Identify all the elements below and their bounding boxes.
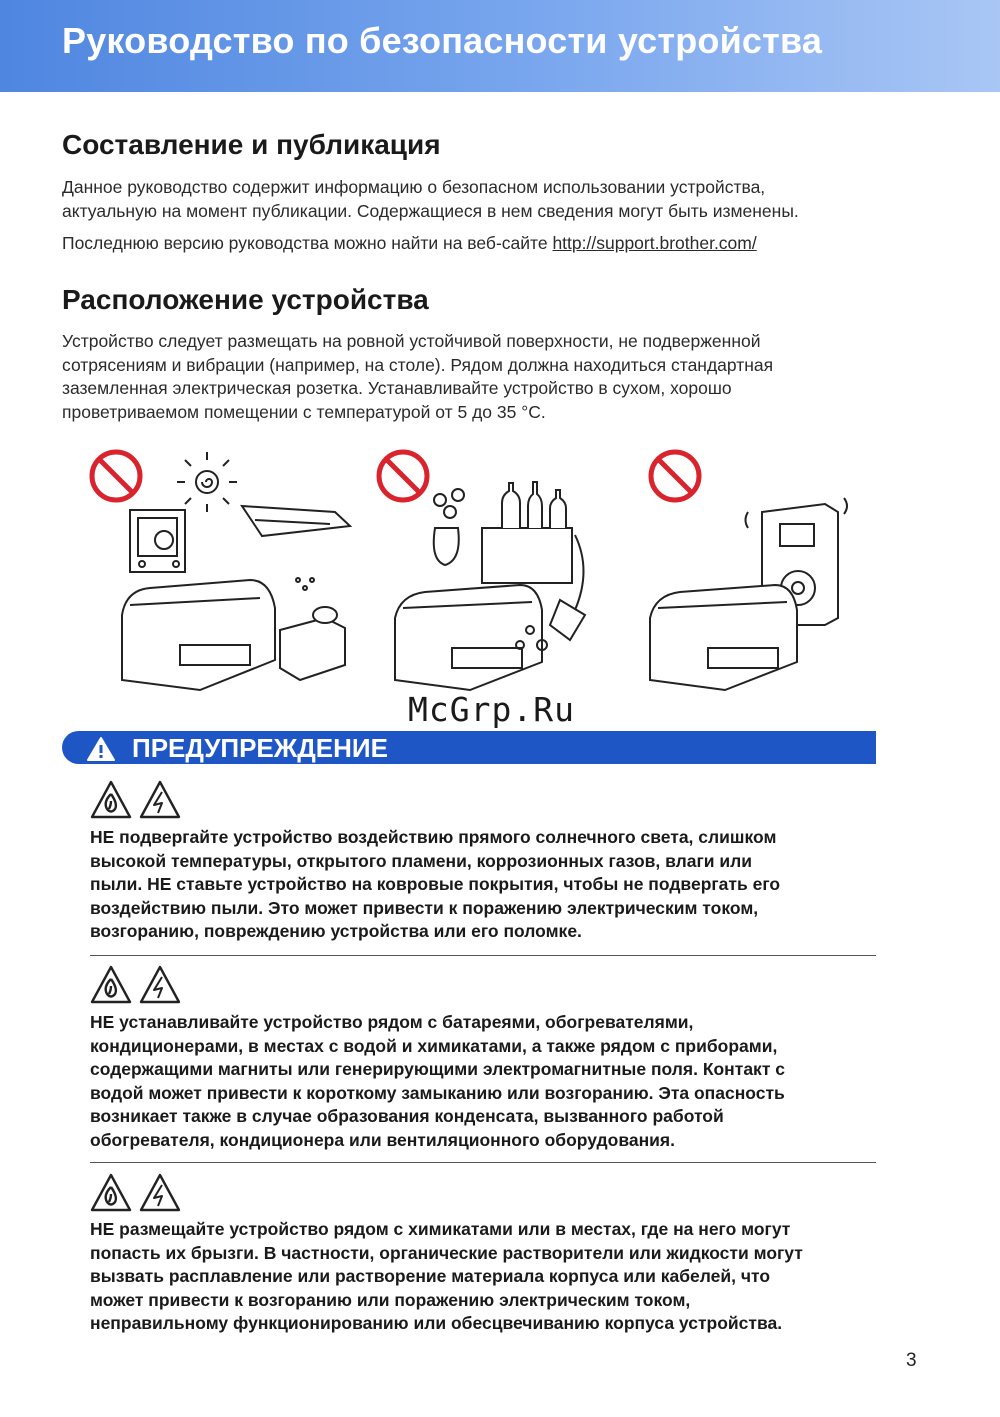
illustration-heat-sources bbox=[80, 440, 365, 700]
prohibited-icon bbox=[651, 452, 699, 500]
text-line: водой может привести к короткому замыканию или возгоранию. Эта опасность bbox=[90, 1082, 785, 1103]
air-vent-icon bbox=[242, 506, 350, 536]
text-line: НЕ устанавливайте устройство рядом с батареями, обогревателями, bbox=[90, 1012, 694, 1032]
scanner-icon bbox=[650, 585, 797, 690]
text-line: может привести к возгоранию или поражению электрическим током, bbox=[90, 1289, 691, 1310]
fire-hazard-icon bbox=[92, 967, 130, 1002]
warning-item bbox=[90, 1218, 880, 1336]
text-line: неправильному функционированию или обесцвечиванию корпуса устройства. bbox=[90, 1313, 783, 1333]
sun-icon bbox=[177, 452, 237, 512]
warning-item bbox=[90, 1011, 880, 1152]
text-line: воздействию пыли. Это может привести к поражению электрическим током, bbox=[90, 897, 759, 918]
text-line: НЕ размещайте устройство рядом с химикатами или в местах, где на него могут bbox=[90, 1219, 791, 1239]
scanner-icon bbox=[122, 580, 275, 690]
prohibited-icon bbox=[92, 452, 140, 500]
text-line: содержащими магниты или генерирующими электромагнитные поля. Контакт с bbox=[90, 1059, 785, 1079]
text-line: Данное руководство содержит информацию о безопасном использовании устройства, bbox=[62, 177, 766, 197]
support-link[interactable]: http://support.brother.com/ bbox=[552, 233, 757, 253]
text-line: попасть их брызги. В частности, органические растворители или жидкости могут bbox=[90, 1242, 803, 1263]
electric-hazard-icon bbox=[141, 967, 179, 1002]
warning-triangle-icon bbox=[86, 736, 116, 762]
hazard-icons bbox=[90, 965, 185, 1005]
text-line: сотрясениям и вибрации (например, на столе). Рядом должна находиться стандартная bbox=[62, 354, 774, 375]
fire-hazard-icon bbox=[92, 1175, 130, 1210]
electric-hazard-icon bbox=[141, 782, 179, 817]
watermark: McGrp.Ru bbox=[408, 690, 575, 729]
page-number: 3 bbox=[906, 1350, 917, 1371]
text-line: заземленная электрическая розетка. Устанавливайте устройство в сухом, хорошо bbox=[62, 378, 732, 398]
text-line: возгоранию, повреждению устройства или его поломке. bbox=[90, 921, 582, 941]
text-line: НЕ подвергайте устройство воздействию прямого солнечного света, слишком bbox=[90, 827, 777, 847]
text-line: Устройство следует размещать на ровной устойчивой поверхности, не подверженной bbox=[62, 331, 761, 351]
text-line: Последнюю версию руководства можно найти на веб-сайте bbox=[62, 233, 553, 253]
bottles-icon bbox=[482, 482, 572, 583]
prohibited-icon bbox=[379, 452, 427, 500]
humidifier-icon bbox=[280, 578, 345, 680]
electric-hazard-icon bbox=[141, 1175, 179, 1210]
divider bbox=[90, 1162, 876, 1163]
text-line: высокой температуры, открытого пламени, коррозионных газов, влаги или bbox=[90, 850, 753, 871]
text-line: возникает также в случае образования конденсата, вызванного работой bbox=[90, 1106, 724, 1126]
placement-paragraph bbox=[62, 330, 892, 424]
illustration-liquids-dust bbox=[370, 440, 615, 700]
fire-hazard-icon bbox=[92, 782, 130, 817]
warning-item bbox=[90, 826, 880, 944]
section-heading-publication: Составление и публикация bbox=[62, 129, 441, 160]
text-line: актуальную на момент публикации. Содержащиеся в нем сведения могут быть изменены. bbox=[62, 200, 799, 221]
divider bbox=[90, 955, 876, 956]
text-line: проветриваемом помещении с температурой от 5 до 35 °C. bbox=[62, 401, 546, 422]
section-heading-placement: Расположение устройства bbox=[62, 284, 429, 315]
text-line: пыли. НЕ ставьте устройство на ковровые покрытия, чтобы не подвергать его bbox=[90, 874, 781, 894]
text-line: кондиционерами, в местах с водой и химикатами, а также рядом с приборами, bbox=[90, 1035, 778, 1056]
text-line: обогревателя, кондиционера или вентиляционного оборудования. bbox=[90, 1129, 675, 1150]
page-title: Руководство по безопасности устройства bbox=[62, 20, 823, 61]
text-line: вызвать расплавление или растворение материала корпуса или кабелей, что bbox=[90, 1266, 771, 1286]
heater-icon bbox=[130, 510, 185, 572]
publication-paragraph bbox=[62, 176, 892, 223]
illustration-speaker bbox=[630, 440, 865, 700]
flower-vase-icon bbox=[434, 489, 464, 565]
latest-version-paragraph bbox=[62, 232, 892, 256]
warning-label: ПРЕДУПРЕЖДЕНИЕ bbox=[132, 733, 388, 763]
scanner-icon bbox=[395, 585, 542, 690]
hazard-icons bbox=[90, 780, 185, 820]
hazard-icons bbox=[90, 1173, 185, 1213]
